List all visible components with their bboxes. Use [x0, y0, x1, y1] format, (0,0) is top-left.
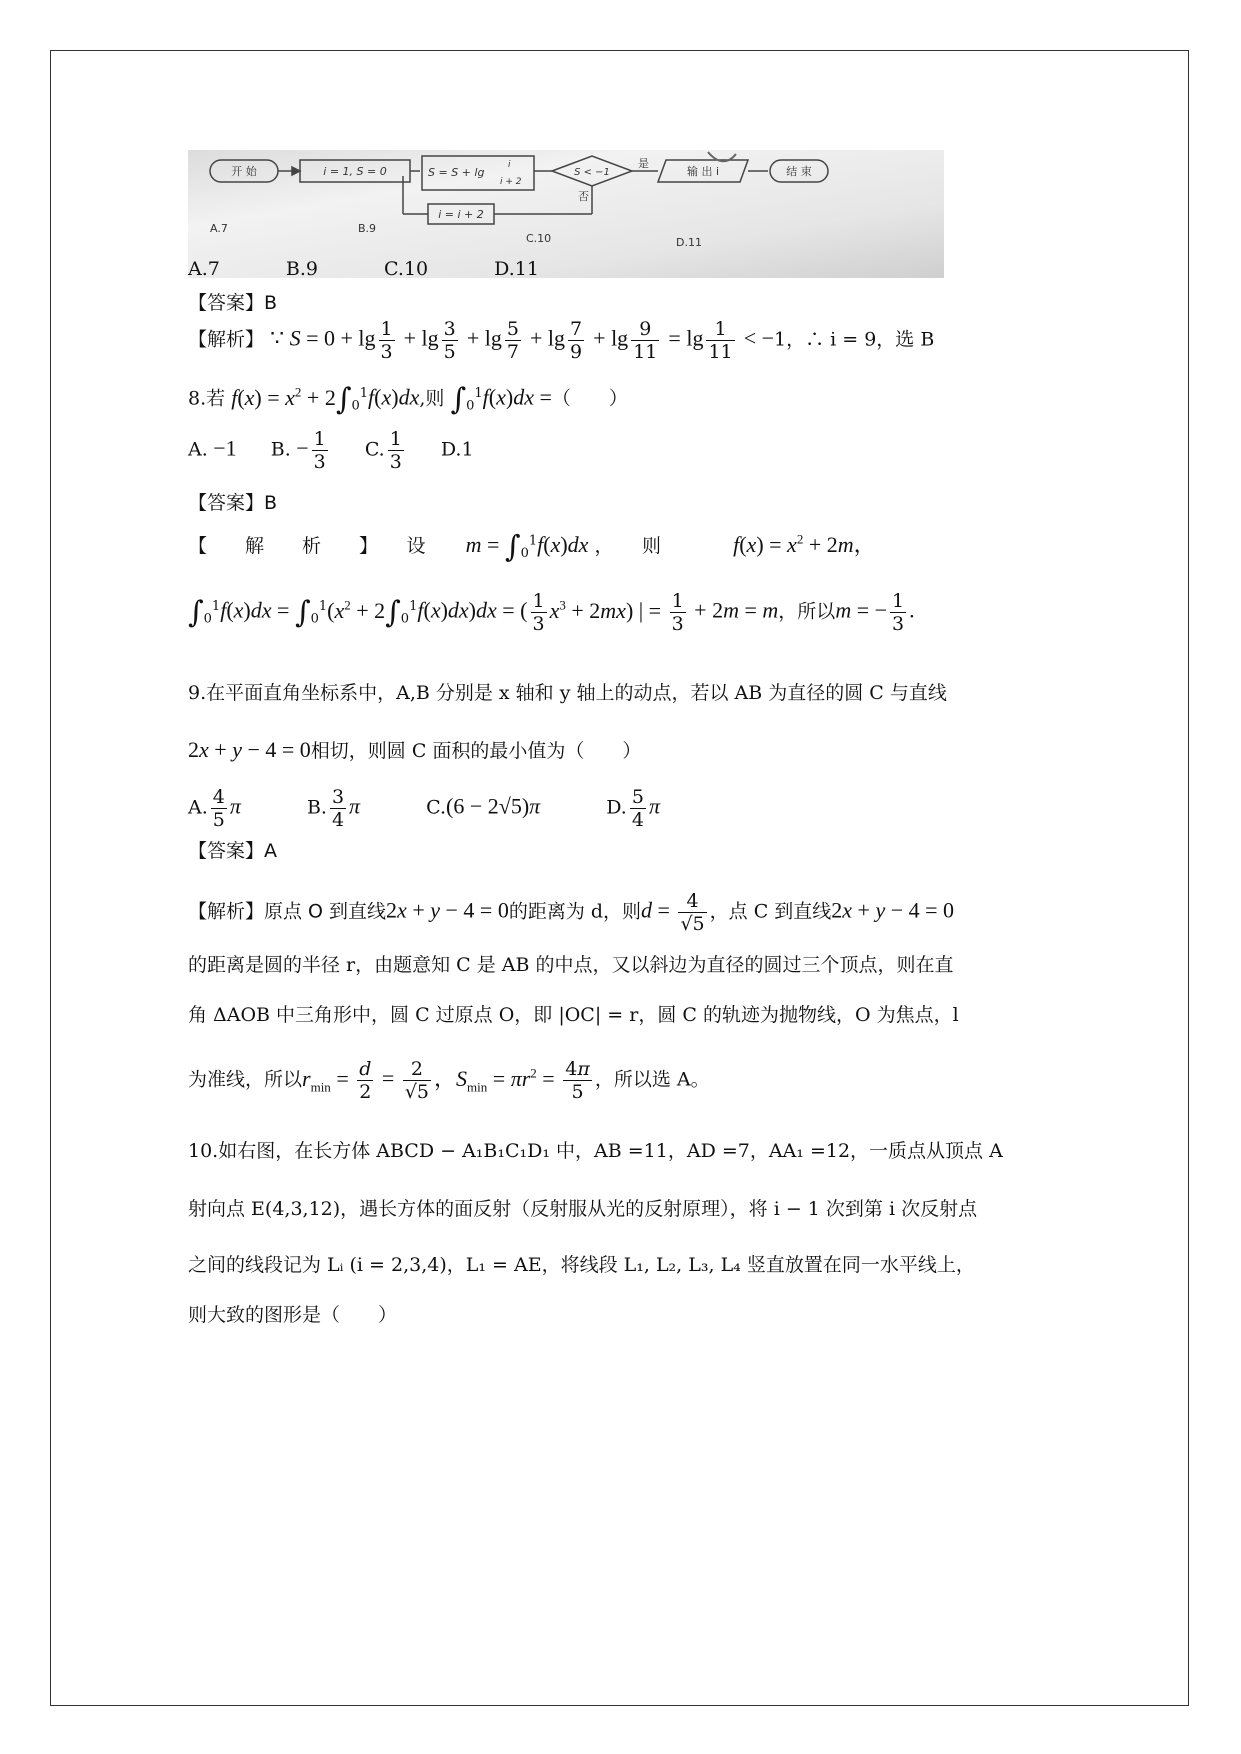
svg-text:i = 1, S = 0: i = 1, S = 0 [323, 165, 387, 178]
svg-text:C.10: C.10 [526, 232, 552, 245]
svg-text:i + 2: i + 2 [500, 177, 522, 187]
q10-line-1: 10.如右图，在长方体 ABCD − A₁B₁C₁D₁ 中，AB =11，AD =7，AA₁ =12，一质点从顶点 A [188, 1140, 1003, 1162]
svg-text:A.7: A.7 [210, 222, 228, 235]
q10-line-4: 则大致的图形是（ ） [188, 1304, 398, 1326]
q9-stem-2: 2x + y − 4 = 0相切，则圆 C 面积的最小值为（ ） [188, 737, 642, 762]
q9-analysis-1: 【解析】原点 O 到直线2x + y − 4 = 0的距离为 d，则d = $\frac{4}{√5}$ ，点 C 到直线2x + y − 4 = 0 [188, 890, 955, 935]
svg-text:S < −1: S < −1 [574, 167, 610, 178]
q8-answer: 【答案】B [188, 492, 278, 514]
svg-text:B.9: B.9 [358, 222, 377, 235]
q10-line-2: 射向点 E(4,3,12)，遇长方体的面反射（反射服从光的反射原理），将 i − 1 次到第 i 次反射点 [188, 1198, 978, 1220]
svg-text:输 出 i: 输 出 i [686, 165, 720, 178]
q9-answer: 【答案】A [188, 840, 277, 862]
svg-text:i: i [508, 160, 511, 170]
svg-text:结 束: 结 束 [786, 165, 812, 178]
q7-answer: 【答案】B [188, 292, 278, 314]
svg-text:开 始: 开 始 [231, 165, 257, 178]
svg-text:i = i + 2: i = i + 2 [438, 208, 484, 221]
q8-stem: 8.若 $f(x) = x^2 + 2\int_0^1f(x)dx$,则 $\int_0^1f(x)dx$ =（ ） [188, 382, 628, 417]
q9-options: A. $\frac{4}{5}$ π B. $\frac{3}{4}$ π C.(6 − 2√5)π D. $\frac{5}{4}$ π [188, 786, 660, 831]
svg-text:S = S + lg: S = S + lg [428, 166, 485, 179]
q9-stem-1: 9.在平面直角坐标系中，A,B 分别是 x 轴和 y 轴上的动点，若以 AB 为直径的圆 C 与直线 [188, 682, 947, 704]
svg-text:D.11: D.11 [676, 236, 702, 249]
q7-analysis: 【解析】 ∵ S = 0 + lg $\frac{1}{3}$ + lg $\frac{3}{5}$ + lg $\frac{5}{7}$ + lg $\frac{7}{9}$ + lg $\frac{9}{11}$ = lg $\frac{1}{11}$ < −1，∴ i = 9，选 B [188, 318, 935, 363]
svg-text:是: 是 [638, 157, 649, 170]
q8-analysis-2: $\int_0^1f(x)dx = \int_0^1(x^2 + 2\int_0^1f(x)dx)dx$ = ( $\frac{1}{3}$ $x^3 + 2mx$) | = $\frac{1}{3}$ + 2m = m，所以m = − $\frac{1}{3}$ . [188, 590, 915, 635]
q9-analysis-2: 的距离是圆的半径 r，由题意知 C 是 AB 的中点，又以斜边为直径的圆过三个顶点，则在直 [188, 954, 954, 976]
q9-analysis-3: 角 ΔAOB 中三角形中，圆 C 过原点 O，即 |OC| = r，圆 C 的轨迹为抛物线，O 为焦点，l [188, 1004, 959, 1026]
q9-analysis-4: 为准线，所以$r_{min}$ = $\frac{d}{2}$ = $\frac{2}{√5}$ ，$S_{min} = \pi r^2$ = $\frac{4\pi}{5}$ ，所以选 A。 [188, 1058, 710, 1103]
q10-line-3: 之间的线段记为 Lᵢ (i = 2,3,4)，L₁ = AE，将线段 L₁, L₂, L₃, L₄ 竖直放置在同一水平线上， [188, 1254, 975, 1276]
svg-text:否: 否 [578, 190, 589, 203]
q8-analysis-1: 【 解 析 】 设 $m = \int_0^1f(x)dx$ ， 则 $f(x) = x^2 + 2m$， [188, 529, 876, 565]
q7-options: A.7 B.9 C.10 D.11 [188, 258, 539, 280]
q8-options: A. −1 B. − $\frac{1}{3}$ C. $\frac{1}{3}$ D.1 [188, 428, 474, 473]
